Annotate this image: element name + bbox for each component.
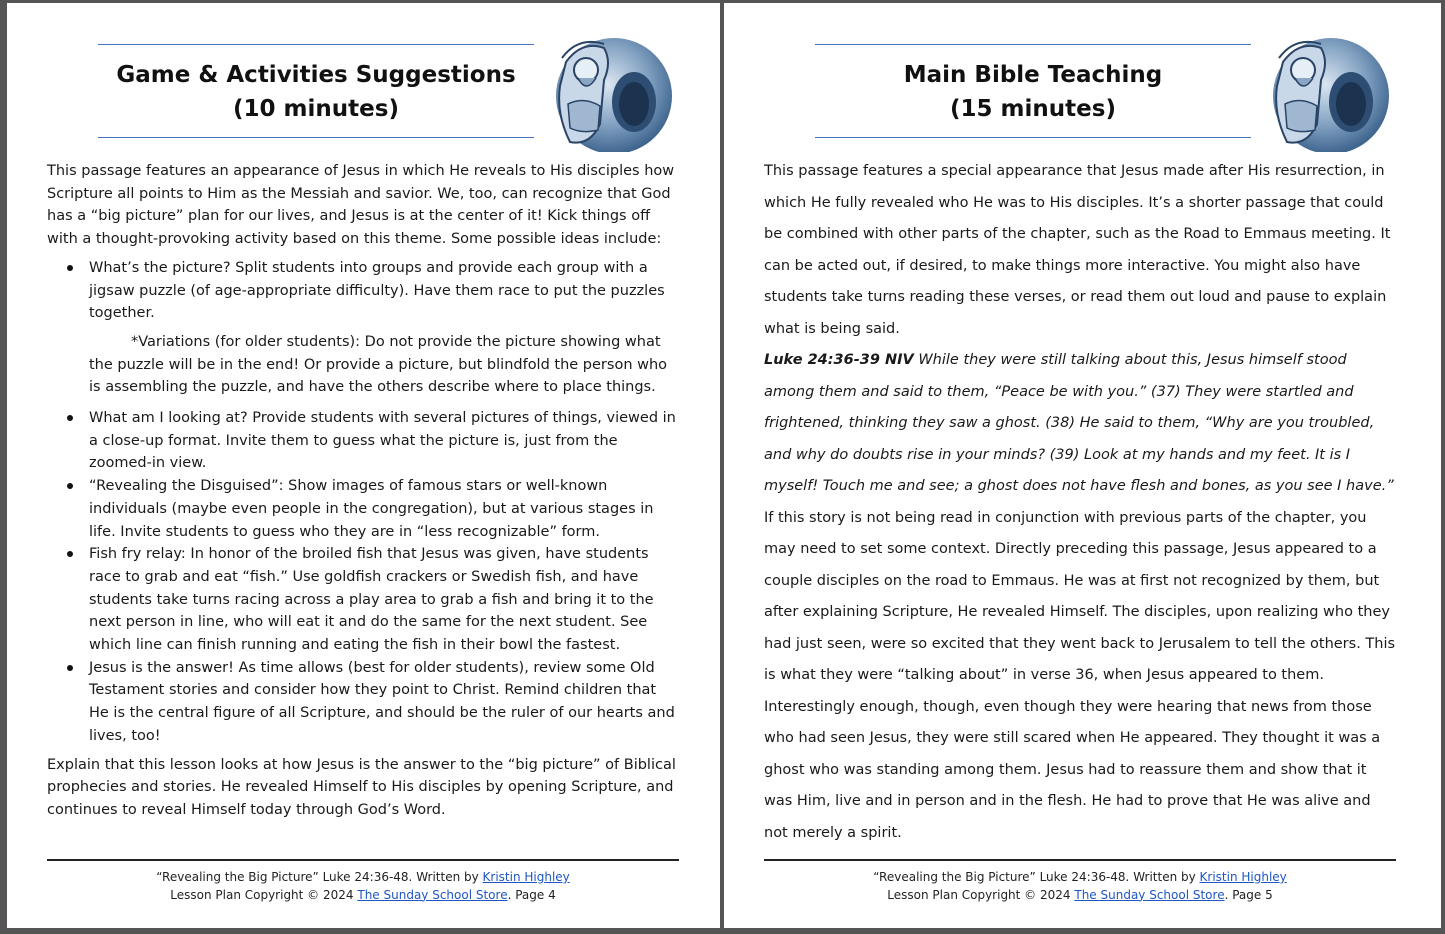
title-top-rule <box>98 44 534 45</box>
variation-note <box>47 331 679 399</box>
variation-text: *Variations (for older students): Do not provide the picture showing what the puzzle will be in the end! Or provide a picture, but blindfold the person who is assembling the puzzle, and have the others describe where to place things. <box>89 333 668 396</box>
title-bottom-rule <box>815 137 1251 138</box>
intro-paragraph: This passage features a special appearance that Jesus made after His resurrection, in which He fully revealed who He was to His disciples. It’s a shorter passage that could be combined with other parts of the chapter, such as the Road to Emmaus meeting. It can be acted out, if desired, to make things more interactive. You might also have students take turns reading these verses, or read them out loud and pause to explain what is being said. <box>764 163 1391 337</box>
list-item-text: Jesus is the answer! As time allows (best for older students), review some Old Testament stories and consider how they point to Christ. Remind children that He is the central figure of all Scripture, and should be the ruler of our hearts and lives, too! <box>89 659 675 744</box>
context-paragraph: If this story is not being read in conjunction with previous parts of the chapter, you may need to set some context. Directly preceding this passage, Jesus appeared to a couple disciples on the road to Emmaus. He was at first not recognized by them, but after explaining Scripture, He revealed Himself. The disciples, upon realizing who they had just seen, were so excited that they went back to Jerusalem to tell the others. This is what they were “talking about” in verse 36, when Jesus appeared to them. Interestingly enough, though, even though they were hearing that news from those who had seen Jesus, they were still scared when He appeared. They thought it was a ghost who was standing among them. Jesus had to reassure them and show that it was Him, live and in person and in the flesh. He had to prove that He was alive and not merely a spirit. <box>764 509 1396 841</box>
section-title <box>98 58 534 126</box>
footer-citation: “Revealing the Big Picture” Luke 24:36-48. Written by <box>873 870 1200 884</box>
list-item <box>47 407 679 475</box>
bullet-icon <box>67 265 73 271</box>
scripture-reference: Luke 24:36-39 NIV <box>764 352 914 368</box>
footer-citation: “Revealing the Big Picture” Luke 24:36-48. Written by <box>156 870 483 884</box>
list-item <box>47 475 679 543</box>
bullet-icon <box>67 415 73 421</box>
page-footer <box>47 869 679 904</box>
page-number: . Page 5 <box>1224 887 1273 902</box>
store-link[interactable]: The Sunday School Store <box>357 887 508 902</box>
footer-copyright: Lesson Plan Copyright © 2024 <box>887 887 1075 902</box>
footer-rule <box>764 859 1396 861</box>
section-title-line2: (10 minutes) <box>233 96 399 122</box>
page-number: . Page 4 <box>507 887 556 902</box>
activity-list <box>47 407 679 748</box>
scripture-passage <box>764 345 1398 503</box>
closing-paragraph: Explain that this lesson looks at how Jesus is the answer to the “big picture” of Biblical prophecies and stories. He revealed Himself to His disciples by opening Scripture, and continues to reveal Himself today through God’s Word. <box>47 756 676 818</box>
footer-line2 <box>47 887 679 905</box>
list-item-text: “Revealing the Disguised”: Show images of famous stars or well-known individuals (maybe even people in the congregation), but at various stages in life. Invite students to guess who they are in “less recognizable” form. <box>89 478 654 540</box>
activity-list <box>47 257 679 325</box>
section-title-line1: Game & Activities Suggestions <box>116 62 516 88</box>
intro-paragraph: This passage features an appearance of Jesus in which He reveals to His disciples how Scripture all points to Him as the Messiah and savior. We, too, can recognize that God has a “big picture” plan for our lives, and Jesus is at the center of it! Kick things off with a thought-provoking activity based on this theme. Some possible ideas include: <box>47 163 675 248</box>
footer-line1 <box>47 869 679 887</box>
bullet-icon <box>67 665 73 671</box>
footer-rule <box>47 859 679 861</box>
teaching-body <box>764 156 1398 849</box>
jesus-tomb-illustration <box>542 34 674 152</box>
title-top-rule <box>815 44 1251 45</box>
page-4 <box>7 3 720 928</box>
section-title <box>815 58 1251 126</box>
activities-body <box>47 160 679 822</box>
author-link[interactable]: Kristin Highley <box>1199 870 1287 884</box>
footer-copyright: Lesson Plan Copyright © 2024 <box>170 887 358 902</box>
title-bottom-rule <box>98 137 534 138</box>
list-item <box>47 257 679 325</box>
author-link[interactable]: Kristin Highley <box>482 870 570 884</box>
page-footer <box>764 869 1396 904</box>
footer-line2 <box>764 887 1396 905</box>
bullet-icon <box>67 551 73 557</box>
store-link[interactable]: The Sunday School Store <box>1074 887 1225 902</box>
list-item <box>47 657 679 748</box>
list-item-text: Fish fry relay: In honor of the broiled fish that Jesus was given, have students race to grab and eat “fish.” Use goldfish crackers or Swedish fish, and have students take turns racing across a play area to grab a fish and bring it to the next person in line, who will eat it and do the same for the next student. See which line can finish running and eating the fish in their bowl the fastest. <box>89 546 654 654</box>
section-title-line1: Main Bible Teaching <box>903 62 1163 88</box>
jesus-tomb-illustration <box>1259 34 1391 152</box>
footer-line1 <box>764 869 1396 887</box>
list-item-text: What’s the picture? Split students into groups and provide each group with a jigsaw puzzle (of age-appropriate difficulty). Have them race to put the puzzles together. <box>89 259 665 322</box>
page-5 <box>724 3 1441 928</box>
list-item-text: What am I looking at? Provide students with several pictures of things, viewed in a close-up format. Invite them to guess what the picture is, just from the zoomed-in view. <box>89 410 676 472</box>
bullet-icon <box>67 483 73 489</box>
section-title-line2: (15 minutes) <box>950 96 1116 122</box>
list-item <box>47 543 679 657</box>
scripture-text: While they were still talking about this, Jesus himself stood among them and said to them, “Peace be with you.” (37) They were startled and frightened, thinking they saw a ghost. (38) He said to them, “Why are you troubled, and why do doubts rise in your minds? (39) Look at my hands and my feet. It is I myself! Touch me and see; a ghost does not have flesh and bones, as you see I have.” <box>764 352 1394 494</box>
